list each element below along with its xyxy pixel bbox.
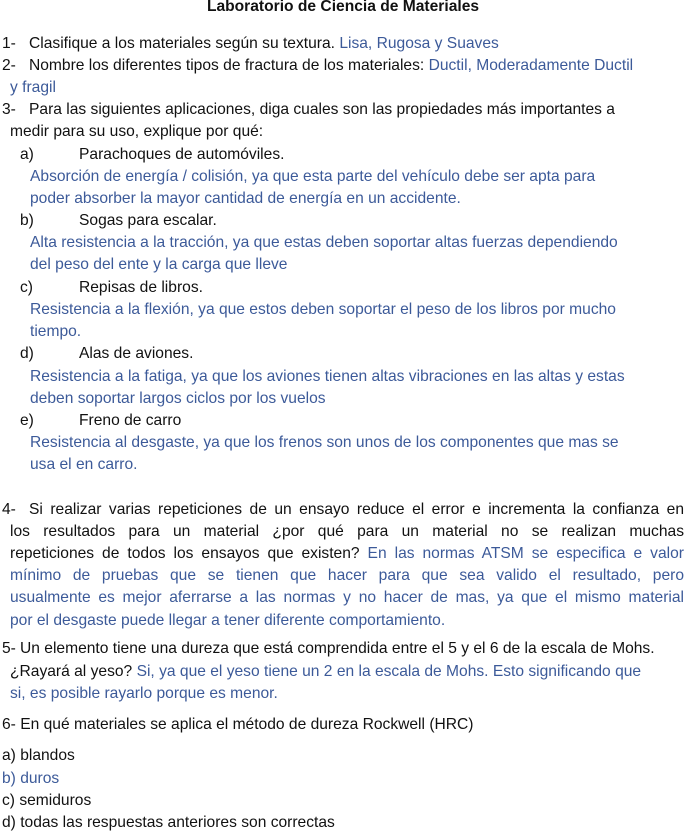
answer-text: usa el en carro.: [30, 456, 138, 473]
question-text: ¿Rayará al yeso?: [10, 663, 133, 680]
question-text: medir para su uso, explique por qué:: [10, 123, 264, 140]
question-1: [2, 33, 499, 55]
question-number: 2-: [2, 57, 16, 74]
question-number: 1-: [2, 35, 16, 52]
question-text: Un elemento tiene una dureza que está comprendida entre el 5 y el 6 de la escala de Mohs.: [20, 640, 655, 657]
question-4-line3: [10, 543, 684, 565]
sub-question-b: [20, 210, 217, 232]
answer-text: Resistencia a la fatiga, ya que los aviones tienen altas vibraciones en las altas y estas: [30, 368, 625, 385]
question-text: Para las siguientes aplicaciones, diga cuales son las propiedades más importantes a: [29, 101, 615, 118]
question-text: Si realizar varias repeticiones de un ensayo reduce el error e incrementa la confianza en: [29, 501, 684, 518]
item-letter: b): [20, 212, 34, 229]
question-5-line2: [10, 661, 641, 683]
sub-question-e: [20, 410, 181, 432]
sub-question-d: [20, 343, 193, 365]
answer-text: poder absorber la mayor cantidad de energía en un accidente.: [30, 190, 461, 207]
question-2: [2, 55, 633, 77]
answer-text: Resistencia a la flexión, ya que estos deben soportar el peso de los libros por mucho: [30, 301, 616, 318]
item-letter: e): [20, 412, 34, 429]
option-d: d) todas las respuestas anteriores son correctas: [2, 814, 335, 831]
question-5: [2, 638, 655, 660]
item-label: Alas de aviones.: [79, 345, 194, 362]
answer-text: del peso del ente y la carga que lleve: [30, 256, 288, 273]
item-letter: d): [20, 345, 34, 362]
answer-text: Resistencia al desgaste, ya que los frenos son unos de los componentes que mas se: [30, 434, 619, 451]
option-c: c) semiduros: [2, 792, 92, 809]
item-label: Freno de carro: [79, 412, 182, 429]
question-4: [2, 499, 684, 521]
answer-text: deben soportar largos ciclos por los vuelos: [30, 390, 326, 407]
question-number: 3-: [2, 101, 16, 118]
option-a: a) blandos: [2, 747, 75, 764]
answer-text: tiempo.: [30, 323, 82, 340]
answer-text: mínimo de pruebas que se tienen que hacer para que sea valido el resultado, pero: [10, 567, 684, 584]
answer-text: Lisa, Rugosa y Suaves: [339, 35, 499, 52]
answer-text: Absorción de energía / colisión, ya que esta parte del vehículo debe ser apta para: [30, 168, 596, 185]
answer-text: En las normas ATSM se especifica e valor: [367, 545, 684, 562]
answer-text: Ductil, Moderadamente Ductil: [428, 57, 634, 74]
answer-text: usualmente es mejor aferrarse a las normas y no hacer de mas, ya que el mismo material: [10, 589, 684, 606]
item-label: Repisas de libros.: [79, 279, 203, 296]
answer-text: y fragil: [10, 79, 56, 96]
item-letter: c): [20, 279, 33, 296]
question-text: repeticiones de todos los ensayos que existen?: [10, 545, 360, 562]
document-title: Laboratorio de Ciencia de Materiales: [206, 0, 480, 15]
question-text: los resultados para un material ¿por qué para un material no se realizan muchas: [10, 523, 684, 540]
item-label: Sogas para escalar.: [79, 212, 217, 229]
answer-text: Alta resistencia a la tracción, ya que estas deben soportar altas fuerzas dependiendo: [30, 234, 618, 251]
question-3: [2, 99, 615, 121]
question-number: 4-: [2, 501, 16, 518]
sub-question-c: [20, 277, 203, 299]
question-6: 6- En qué materiales se aplica el método de dureza Rockwell (HRC): [2, 716, 474, 733]
answer-text: por el desgaste puede llegar a tener diferente comportamiento.: [10, 612, 446, 629]
item-label: Parachoques de automóviles.: [79, 146, 285, 163]
item-letter: a): [20, 146, 34, 163]
sub-question-a: [20, 144, 284, 166]
question-text: Nombre los diferentes tipos de fractura de los materiales:: [29, 57, 425, 74]
question-text: Clasifique a los materiales según su textura.: [29, 35, 335, 52]
option-b-selected: b) duros: [2, 770, 60, 787]
answer-text: si, es posible rayarlo porque es menor.: [10, 685, 278, 702]
answer-text: Si, ya que el yeso tiene un 2 en la escala de Mohs. Esto significando que: [136, 663, 642, 680]
question-number: 5-: [2, 640, 16, 657]
